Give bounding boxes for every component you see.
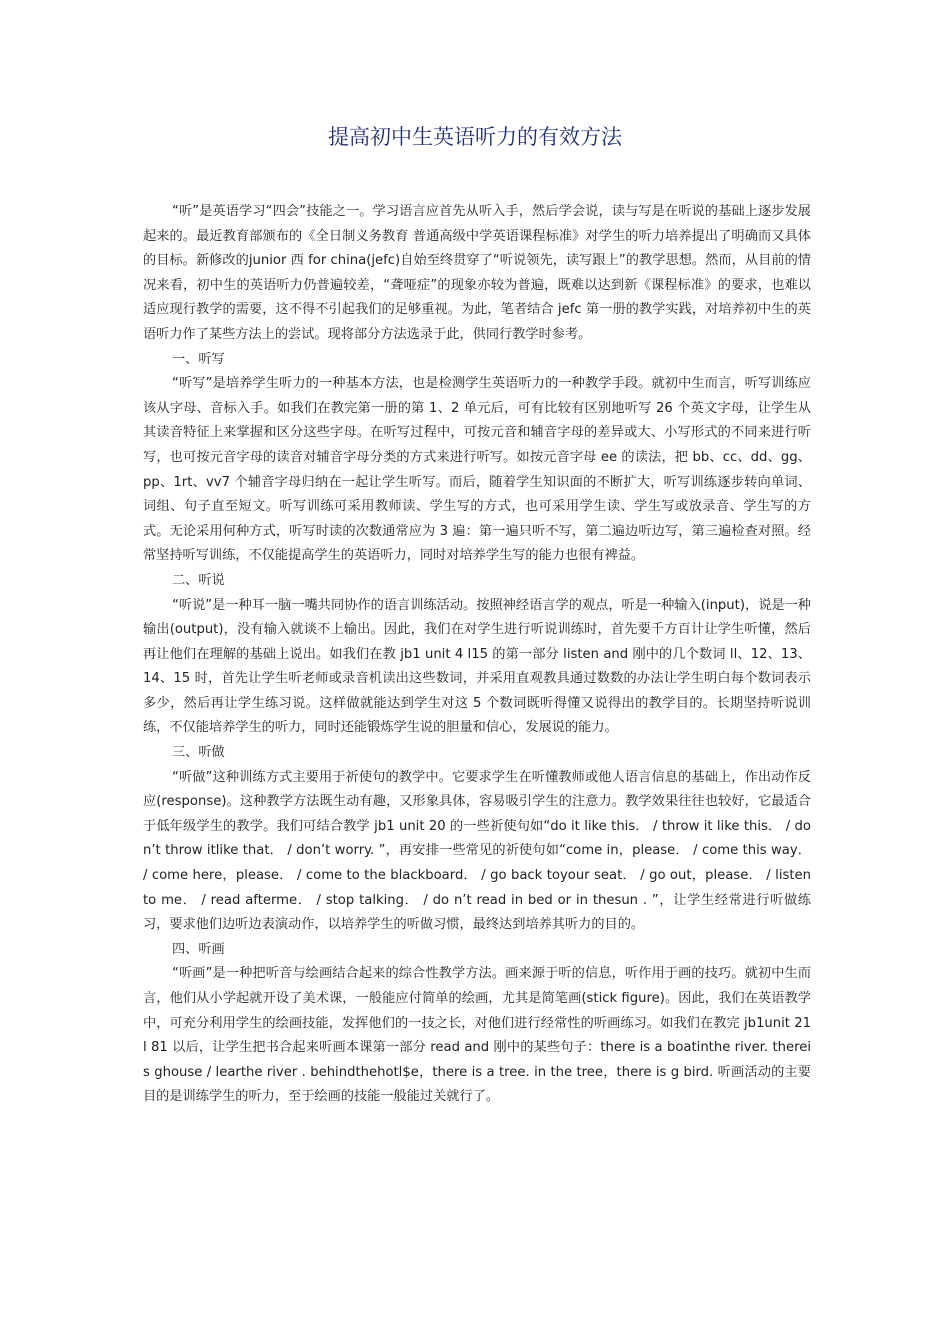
section-heading-listen-speak: 二、听说 [172,572,225,588]
section-text-dictation: “听写”是培养学生听力的一种基本方法，也是检测学生英语听力的一种教学手段。就初中生而言，听写训练应该从字母、音标入手。如我们在教完第一册的第 1、2 单元后，可有比较有区别地听写 26 个英文字母，让学生从其读音特征上来掌握和区分这些字母。在听写过程中，可按元音和辅音字母的差异或大、小写形式的不同来进行听写，也可按元音字母的读音对辅音字母分类的方式来进行听写。如按元音字母 ee 的读法，把 bb、cc、dd、gg、pp、1rt、vv7 个辅音字母归纳在一起让学生听写。而后，随着学生知识面的不断扩大，听写训练逐步转向单词、词组、句子直至短文。听写训练可采用教师读、学生写的方式，也可采用学生读、学生写或放录音、学生写的方式。无论采用何种方式，听写时读的次数通常应为 3 遍：第一遍只听不写，第二遍边听边写，第三遍检查对照。经常坚持听写训练，不仅能提高学生的英语听力，同时对培养学生写的能力也很有裨益。 [143,376,811,564]
section-heading-listen-do: 三、听做 [172,745,225,761]
section-text-listen-draw: “听画”是一种把听音与绘画结合起来的综合性教学方法。画来源于听的信息，听作用于画的技巧。就初中生而言，他们从小学起就开设了美术课，一般能应付简单的绘画，尤其是简笔画(stick figure)。因此，我们在英语教学中，可充分利用学生的绘画技能，发挥他们的一技之长，对他们进行经常性的听画练习。如我们在教完 jb1unit 21 l 81 以后，让学生把书合起来听画本课第一部分 read and 刚中的某些句子：there is a boatinthe river. thereis ghouse / learthe river . behindthehotl$e，there is a tree. in the tree，there is g bird. 听画活动的主要目的是训练学生的听力，至于绘画的技能一般能过关就行了。 [143,966,811,1105]
section-heading-dictation: 一、听写 [172,351,225,367]
section-text-listen-speak: “听说”是一种耳一脑一嘴共同协作的语言训练活动。按照神经语言学的观点，听是一种输入(input)，说是一种输出(output)，没有输入就谈不上输出。因此，我们在对学生进行听说训练时，首先要千方百计让学生听懂，然后再让他们在理解的基础上说出。如我们在教 jb1 unit 4 l15 的第一部分 listen and 刚中的几个数词 ll、12、13、14、15 时，首先让学生听老师或录音机读出这些数词，并采用直观教具通过数数的办法让学生明白每个数词表示多少，然后再让学生练习说。这样做就能达到学生对这 5 个数词既听得懂又说得出的教学目的。长期坚持听说训练，不仅能培养学生的听力，同时还能锻炼学生说的胆量和信心，发展说的能力。 [143,597,811,736]
document-title: 提高初中生英语听力的有效方法 [328,125,622,149]
intro-paragraph: “听”是英语学习“四会”技能之一。学习语言应首先从听入手，然后学会说，读与写是在听说的基础上逐步发展起来的。最近教育部颁布的《全日制义务教育 普通高级中学英语课程标准》对学生的听力培养提出了明确而又具体的目标。新修改的junior 西 for china(jefc)自始至终贯穿了“听说领先，读写跟上”的教学思想。然而，从目前的情况来看，初中生的英语听力仍普遍较差，“聋哑症”的现象亦较为普遍，既难以达到新《课程标准》的要求，也难以适应现行教学的需要，这不得不引起我们的足够重视。为此，笔者结合 jefc 第一册的教学实践，对培养初中生的英语听力作了某些方法上的尝试。现将部分方法选录于此，供同行教学时参考。 [143,204,811,342]
section-heading-listen-draw: 四、听画 [172,941,225,957]
document-body [143,200,811,1110]
section-text-listen-do: “听做”这种训练方式主要用于祈使句的教学中。它要求学生在听懂教师或他人语言信息的基础上，作出动作反应(response)。这种教学方法既生动有趣，又形象具体，容易吸引学生的注意力。教学效果往往也较好，它最适合于低年级学生的教学。我们可结合教学 jb1 unit 20 的一些祈使句如“do it like this． / throw it like this． / don’t throw itlike that． / don’t worry. ”，再安排一些常见的祈使句如“come in，please． / come this way． / come here，please． / come to the blackboard． / go back toyour seat． / go out，please． / listen to me． / read afterme． / stop talking． / do n’t read in bed or in thesun . ”，让学生经常进行听做练习，要求他们边听边表演动作，以培养学生的听做习惯，最终达到培养其听力的目的。 [143,769,811,933]
